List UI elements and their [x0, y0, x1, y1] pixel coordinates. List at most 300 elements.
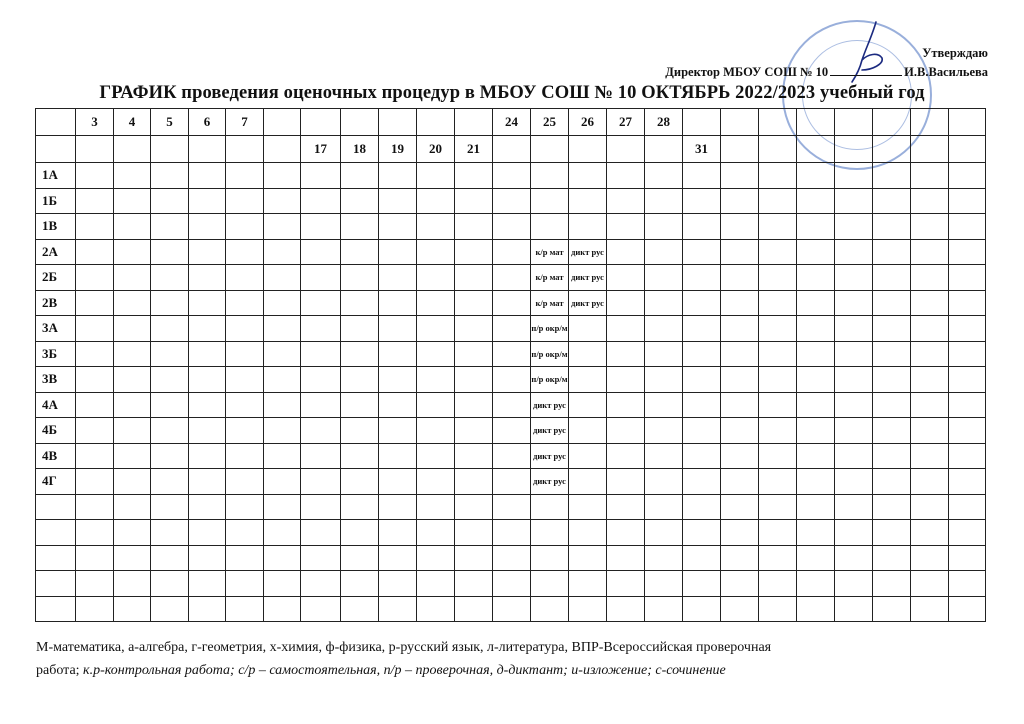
schedule-cell: [569, 316, 607, 342]
schedule-cell: [797, 520, 835, 546]
day-cell: [721, 136, 759, 163]
schedule-cell: [683, 392, 721, 418]
schedule-cell: [683, 494, 721, 520]
assessment-cell: дикт рус: [569, 239, 607, 265]
schedule-cell: [721, 265, 759, 291]
schedule-cell: [873, 392, 911, 418]
day-cell: [569, 136, 607, 163]
assessment-cell: дикт рус: [531, 443, 569, 469]
schedule-cell: [189, 265, 226, 291]
schedule-cell: [379, 163, 417, 189]
schedule-cell: [569, 571, 607, 597]
day-cell: 31: [683, 136, 721, 163]
schedule-cell: [645, 290, 683, 316]
schedule-cell: [455, 316, 493, 342]
day-cell: [493, 136, 531, 163]
day-cell: [607, 136, 645, 163]
schedule-cell: [114, 239, 151, 265]
schedule-cell: [301, 571, 341, 597]
schedule-cell: [607, 239, 645, 265]
schedule-cell: [607, 214, 645, 240]
schedule-cell: [911, 316, 949, 342]
schedule-cell: [835, 494, 873, 520]
schedule-cell: [493, 443, 531, 469]
schedule-cell: [76, 520, 114, 546]
schedule-cell: [76, 596, 114, 622]
schedule-cell: [301, 239, 341, 265]
schedule-cell: [949, 418, 986, 444]
schedule-cell: [76, 214, 114, 240]
schedule-cell: [531, 545, 569, 571]
schedule-cell: [759, 571, 797, 597]
schedule-cell: [189, 188, 226, 214]
schedule-cell: [835, 571, 873, 597]
day-cell: 21: [455, 136, 493, 163]
schedule-cell: [873, 214, 911, 240]
assessment-cell: дикт рус: [531, 469, 569, 495]
assessment-cell: дикт рус: [531, 418, 569, 444]
schedule-cell: [189, 239, 226, 265]
schedule-cell: [189, 214, 226, 240]
day-cell: 24: [493, 109, 531, 136]
schedule-cell: [114, 469, 151, 495]
class-name-cell: [36, 596, 76, 622]
schedule-cell: [341, 520, 379, 546]
schedule-cell: [455, 545, 493, 571]
schedule-cell: [531, 214, 569, 240]
assessment-cell: дикт рус: [531, 392, 569, 418]
schedule-cell: [493, 469, 531, 495]
schedule-cell: [911, 443, 949, 469]
day-cell: [721, 109, 759, 136]
schedule-cell: [379, 367, 417, 393]
schedule-cell: [911, 367, 949, 393]
legend-line-2-prefix: работа;: [36, 663, 84, 678]
schedule-cell: [76, 239, 114, 265]
class-name-cell: 4А: [36, 392, 76, 418]
schedule-cell: [417, 392, 455, 418]
class-row: [36, 392, 986, 418]
schedule-cell: [835, 214, 873, 240]
legend-line-2-abbreviations: к.р-контрольная работа; с/р – самостоятельная, п/р – проверочная, д-диктант; и-изложение; с-сочинение: [83, 663, 726, 678]
schedule-cell: [493, 545, 531, 571]
class-name-cell: [36, 545, 76, 571]
schedule-cell: [493, 163, 531, 189]
schedule-cell: [759, 392, 797, 418]
schedule-cell: [873, 418, 911, 444]
schedule-cell: [759, 316, 797, 342]
schedule-cell: [721, 316, 759, 342]
schedule-cell: [721, 545, 759, 571]
schedule-cell: [226, 367, 264, 393]
schedule-cell: [759, 443, 797, 469]
schedule-cell: [873, 469, 911, 495]
schedule-cell: [721, 443, 759, 469]
schedule-cell: [797, 316, 835, 342]
schedule-cell: [341, 290, 379, 316]
class-row: [36, 418, 986, 444]
schedule-cell: [379, 545, 417, 571]
class-name-cell: 3В: [36, 367, 76, 393]
schedule-cell: [151, 316, 189, 342]
schedule-cell: [683, 214, 721, 240]
schedule-cell: [226, 469, 264, 495]
day-cell: [151, 136, 189, 163]
schedule-cell: [911, 418, 949, 444]
schedule-cell: [721, 494, 759, 520]
schedule-cell: [189, 571, 226, 597]
day-cell: [341, 109, 379, 136]
schedule-cell: [797, 341, 835, 367]
schedule-cell: [341, 163, 379, 189]
schedule-cell: [721, 571, 759, 597]
schedule-cell: [189, 418, 226, 444]
class-name-cell: [36, 520, 76, 546]
class-name-cell: 4Г: [36, 469, 76, 495]
class-name-cell: 1В: [36, 214, 76, 240]
schedule-cell: [645, 545, 683, 571]
schedule-cell: [417, 265, 455, 291]
schedule-cell: [76, 316, 114, 342]
schedule-cell: [341, 571, 379, 597]
assessment-cell: к/р мат: [531, 265, 569, 291]
schedule-cell: [683, 341, 721, 367]
schedule-cell: [226, 494, 264, 520]
day-cell: [114, 136, 151, 163]
schedule-cell: [721, 469, 759, 495]
schedule-cell: [949, 341, 986, 367]
schedule-cell: [264, 545, 301, 571]
schedule-cell: [569, 392, 607, 418]
schedule-cell: [911, 469, 949, 495]
day-cell: [759, 136, 797, 163]
schedule-cell: [301, 545, 341, 571]
schedule-cell: [683, 265, 721, 291]
schedule-cell: [835, 418, 873, 444]
schedule-cell: [759, 494, 797, 520]
class-row: [36, 494, 986, 520]
schedule-cell: [264, 265, 301, 291]
class-row: [36, 316, 986, 342]
schedule-cell: [873, 571, 911, 597]
schedule-cell: [455, 571, 493, 597]
schedule-cell: [531, 571, 569, 597]
class-name-cell: 2Б: [36, 265, 76, 291]
schedule-cell: [835, 341, 873, 367]
schedule-cell: [379, 571, 417, 597]
class-name-cell: 3Б: [36, 341, 76, 367]
schedule-cell: [264, 520, 301, 546]
schedule-cell: [455, 341, 493, 367]
schedule-cell: [151, 596, 189, 622]
schedule-cell: [607, 520, 645, 546]
schedule-cell: [264, 418, 301, 444]
schedule-cell: [873, 596, 911, 622]
schedule-cell: [797, 571, 835, 597]
schedule-cell: [341, 392, 379, 418]
schedule-cell: [189, 545, 226, 571]
schedule-cell: [151, 265, 189, 291]
day-cell: [417, 109, 455, 136]
day-cell: [189, 136, 226, 163]
schedule-cell: [493, 188, 531, 214]
class-name-cell: 1А: [36, 163, 76, 189]
schedule-cell: [683, 469, 721, 495]
schedule-cell: [379, 239, 417, 265]
day-cell: 25: [531, 109, 569, 136]
schedule-cell: [189, 469, 226, 495]
schedule-cell: [114, 265, 151, 291]
schedule-cell: [417, 341, 455, 367]
class-row: [36, 571, 986, 597]
schedule-cell: [493, 316, 531, 342]
schedule-cell: [607, 443, 645, 469]
schedule-cell: [417, 520, 455, 546]
schedule-cell: [76, 494, 114, 520]
schedule-cell: [569, 520, 607, 546]
page-title: ГРАФИК проведения оценочных процедур в МБОУ СОШ № 10 ОКТЯБРЬ 2022/2023 учебный год: [99, 83, 925, 103]
schedule-cell: [493, 596, 531, 622]
class-row: [36, 545, 986, 571]
class-row: [36, 214, 986, 240]
day-cell: [683, 109, 721, 136]
schedule-cell: [645, 265, 683, 291]
schedule-cell: [189, 163, 226, 189]
schedule-cell: [264, 596, 301, 622]
class-name-cell: 4В: [36, 443, 76, 469]
schedule-cell: [301, 469, 341, 495]
schedule-cell: [455, 163, 493, 189]
schedule-cell: [417, 418, 455, 444]
schedule-cell: [797, 469, 835, 495]
schedule-cell: [835, 596, 873, 622]
schedule-cell: [873, 188, 911, 214]
schedule-cell: [189, 520, 226, 546]
schedule-cell: [949, 469, 986, 495]
schedule-cell: [114, 290, 151, 316]
schedule-cell: [645, 469, 683, 495]
schedule-cell: [264, 188, 301, 214]
schedule-cell: [797, 265, 835, 291]
schedule-cell: [226, 188, 264, 214]
schedule-cell: [607, 469, 645, 495]
schedule-cell: [493, 214, 531, 240]
schedule-cell: [301, 188, 341, 214]
schedule-cell: [759, 163, 797, 189]
schedule-cell: [301, 290, 341, 316]
schedule-cell: [949, 188, 986, 214]
schedule-cell: [341, 545, 379, 571]
class-name-cell: 1Б: [36, 188, 76, 214]
class-name-cell: 2А: [36, 239, 76, 265]
schedule-cell: [493, 341, 531, 367]
schedule-cell: [531, 163, 569, 189]
schedule-cell: [683, 188, 721, 214]
schedule-cell: [835, 520, 873, 546]
schedule-cell: [607, 290, 645, 316]
schedule-cell: [151, 443, 189, 469]
schedule-cell: [721, 367, 759, 393]
schedule-cell: [226, 341, 264, 367]
schedule-cell: [151, 392, 189, 418]
schedule-cell: [114, 163, 151, 189]
schedule-cell: [911, 571, 949, 597]
schedule-cell: [683, 596, 721, 622]
schedule-cell: [114, 443, 151, 469]
schedule-cell: [721, 188, 759, 214]
schedule-cell: [76, 290, 114, 316]
schedule-cell: [569, 443, 607, 469]
schedule-cell: [301, 494, 341, 520]
schedule-cell: [114, 545, 151, 571]
day-cell: [226, 136, 264, 163]
schedule-cell: [151, 290, 189, 316]
schedule-cell: [645, 341, 683, 367]
schedule-cell: [417, 316, 455, 342]
schedule-cell: [683, 520, 721, 546]
schedule-cell: [645, 367, 683, 393]
schedule-cell: [226, 265, 264, 291]
class-name-cell: [36, 494, 76, 520]
schedule-cell: [379, 520, 417, 546]
schedule-cell: [645, 188, 683, 214]
day-cell: [531, 136, 569, 163]
schedule-cell: [873, 239, 911, 265]
schedule-cell: [379, 494, 417, 520]
schedule-cell: [455, 188, 493, 214]
schedule-cell: [301, 520, 341, 546]
schedule-cell: [189, 443, 226, 469]
schedule-cell: [645, 214, 683, 240]
schedule-cell: [417, 596, 455, 622]
schedule-cell: [264, 469, 301, 495]
schedule-cell: [835, 469, 873, 495]
schedule-cell: [607, 367, 645, 393]
schedule-cell: [226, 239, 264, 265]
schedule-cell: [873, 494, 911, 520]
schedule-cell: [301, 443, 341, 469]
schedule-cell: [683, 316, 721, 342]
schedule-cell: [301, 341, 341, 367]
schedule-cell: [264, 239, 301, 265]
day-cell: [835, 136, 873, 163]
day-cell: 3: [76, 109, 114, 136]
schedule-cell: [949, 494, 986, 520]
schedule-cell: [911, 290, 949, 316]
schedule-cell: [379, 596, 417, 622]
class-name-cell: 2В: [36, 290, 76, 316]
day-cell: [835, 109, 873, 136]
schedule-cell: [759, 596, 797, 622]
schedule-cell: [683, 545, 721, 571]
schedule-cell: [417, 290, 455, 316]
schedule-cell: [607, 188, 645, 214]
schedule-cell: [341, 188, 379, 214]
schedule-cell: [683, 418, 721, 444]
director-name: И.В.Васильева: [904, 65, 988, 79]
assessment-cell: п/р окр/м: [531, 316, 569, 342]
schedule-cell: [607, 545, 645, 571]
schedule-cell: [189, 596, 226, 622]
schedule-cell: [379, 188, 417, 214]
schedule-cell: [569, 341, 607, 367]
day-cell: [759, 109, 797, 136]
schedule-cell: [76, 443, 114, 469]
schedule-cell: [114, 571, 151, 597]
schedule-cell: [301, 596, 341, 622]
schedule-cell: [759, 290, 797, 316]
schedule-cell: [607, 418, 645, 444]
schedule-cell: [873, 443, 911, 469]
schedule-cell: [645, 494, 683, 520]
schedule-cell: [493, 494, 531, 520]
schedule-cell: [76, 418, 114, 444]
day-cell: [455, 109, 493, 136]
schedule-cell: [264, 367, 301, 393]
class-row: [36, 239, 986, 265]
schedule-cell: [721, 163, 759, 189]
schedule-cell: [569, 596, 607, 622]
schedule-cell: [264, 494, 301, 520]
schedule-cell: [151, 418, 189, 444]
schedule-cell: [949, 367, 986, 393]
schedule-cell: [341, 367, 379, 393]
schedule-cell: [569, 188, 607, 214]
schedule-cell: [114, 520, 151, 546]
day-cell: 5: [151, 109, 189, 136]
schedule-cell: [226, 443, 264, 469]
schedule-cell: [645, 571, 683, 597]
schedule-cell: [151, 545, 189, 571]
day-cell: 7: [226, 109, 264, 136]
schedule-cell: [835, 290, 873, 316]
schedule-cell: [301, 392, 341, 418]
schedule-cell: [911, 392, 949, 418]
assessment-cell: дикт рус: [569, 290, 607, 316]
schedule-cell: [493, 265, 531, 291]
class-row: [36, 469, 986, 495]
schedule-cell: [189, 494, 226, 520]
schedule-cell: [151, 188, 189, 214]
day-cell: 18: [341, 136, 379, 163]
schedule-cell: [949, 520, 986, 546]
schedule-cell: [911, 341, 949, 367]
day-cell: [911, 109, 949, 136]
schedule-cell: [151, 163, 189, 189]
schedule-cell: [341, 265, 379, 291]
schedule-cell: [417, 367, 455, 393]
schedule-cell: [114, 418, 151, 444]
schedule-cell: [455, 418, 493, 444]
schedule-cell: [949, 392, 986, 418]
schedule-cell: [226, 571, 264, 597]
schedule-cell: [721, 341, 759, 367]
schedule-cell: [189, 392, 226, 418]
schedule-cell: [264, 392, 301, 418]
schedule-cell: [949, 571, 986, 597]
schedule-cell: [797, 443, 835, 469]
schedule-cell: [835, 545, 873, 571]
schedule-cell: [873, 341, 911, 367]
day-cell: [797, 136, 835, 163]
class-row: [36, 188, 986, 214]
schedule-cell: [264, 316, 301, 342]
schedule-cell: [114, 494, 151, 520]
class-row: [36, 443, 986, 469]
class-row: [36, 163, 986, 189]
schedule-cell: [226, 545, 264, 571]
schedule-cell: [683, 443, 721, 469]
